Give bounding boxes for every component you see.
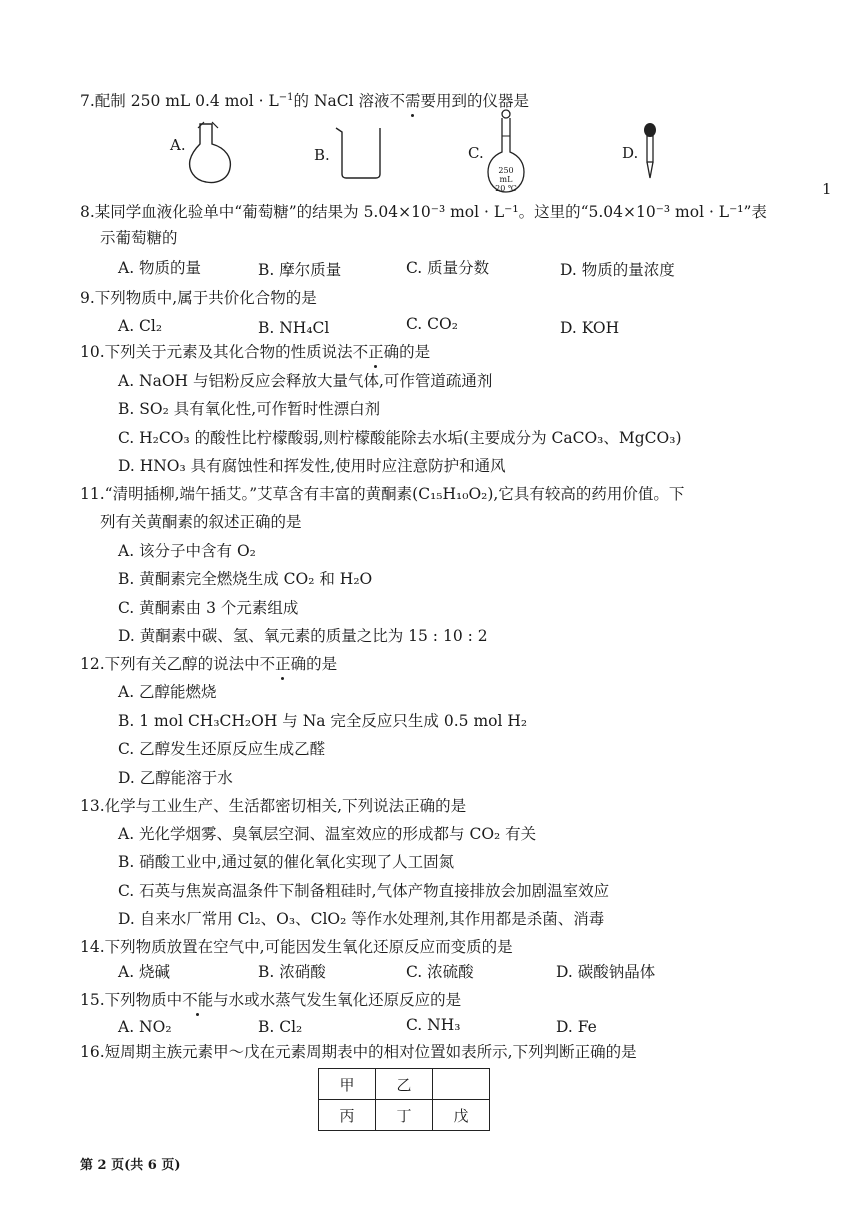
periodic-position-table <box>318 1068 490 1131</box>
table-cell: 丁 <box>376 1100 433 1131</box>
q13-option-a: A. 光化学烟雾、臭氧层空洞、温室效应的形成都与 CO₂ 有关 <box>118 825 537 843</box>
q7-option-c-label: C. <box>468 144 484 162</box>
flask-temperature: 20 ℃ <box>495 184 517 193</box>
q12-option-d: D. 乙醇能溶于水 <box>118 769 233 787</box>
table-cell: 甲 <box>319 1069 376 1100</box>
q13-option-c: C. 石英与焦炭高温条件下制备粗硅时,气体产物直接排放会加剧温室效应 <box>118 882 610 900</box>
q15-option-a: A. NO₂ <box>118 1018 172 1036</box>
q9-option-b: B. NH₄Cl <box>258 319 330 337</box>
q13-option-d: D. 自来水厂常用 Cl₂、O₃、ClO₂ 等作水处理剂,其作用都是杀菌、消毒 <box>118 910 605 928</box>
q12-option-b: B. 1 mol CH₃CH₂OH 与 Na 完全反应只生成 0.5 mol H₂ <box>118 712 528 730</box>
q10-stem <box>80 342 430 362</box>
q8-option-b: B. 摩尔质量 <box>258 261 342 279</box>
q13-option-b: B. 硝酸工业中,通过氨的催化氧化实现了人工固氮 <box>118 853 455 871</box>
q9-option-c: C. CO₂ <box>406 315 458 333</box>
q14-option-a: A. 烧碱 <box>118 963 171 981</box>
table-cell: 丙 <box>319 1100 376 1131</box>
q15-stem-part: 与水或水蒸气发生氧化还原反应的是 <box>213 991 462 1009</box>
q10-option-b: B. SO₂ 具有氧化性,可作暂时性漂白剂 <box>118 400 381 418</box>
q7-option-b-label: B. <box>314 146 330 164</box>
q7-option-a-label: A. <box>170 136 186 154</box>
q10-stem-part: 的是 <box>399 343 431 361</box>
q9-option-d: D. KOH <box>560 319 620 337</box>
q12-stem-part: 12.下列有关乙醇的说法中 <box>80 655 260 673</box>
q7-stem-emphasis: 不需要 <box>389 92 437 110</box>
q8-option-a: A. 物质的量 <box>118 259 202 277</box>
q14-stem: 14.下列物质放置在空气中,可能因发生氧化还原反应而变质的是 <box>80 938 513 956</box>
q11-option-d: D. 黄酮素中碳、氢、氧元素的质量之比为 15 : 10 : 2 <box>118 627 488 645</box>
dropper-icon <box>640 122 660 182</box>
q12-stem-emphasis: 不正确 <box>259 655 307 673</box>
q15-option-c: C. NH₃ <box>406 1016 461 1034</box>
flask-volume: 250 mL <box>498 166 514 184</box>
margin-number: 1 <box>822 180 832 198</box>
q14-option-c: C. 浓硫酸 <box>406 963 474 981</box>
q10-option-a: A. NaOH 与铝粉反应会释放大量气体,可作管道疏通剂 <box>118 372 493 390</box>
q8-stem-line1: 8.某同学血液化验单中“葡萄糖”的结果为 5.04×10⁻³ mol · L⁻¹。这里的“5.04×10⁻³ mol · L⁻¹”表 <box>80 203 767 221</box>
q15-stem-emphasis: 不能 <box>182 991 214 1009</box>
q9-stem: 9.下列物质中,属于共价化合物的是 <box>80 289 317 307</box>
table-row <box>319 1100 490 1131</box>
q15-stem-part: 15.下列物质中 <box>80 991 183 1009</box>
page-footer: 第 2 页(共 6 页) <box>80 1158 181 1173</box>
q11-option-a: A. 该分子中含有 O₂ <box>118 542 256 560</box>
q10-stem-emphasis: 不正确 <box>352 343 400 361</box>
q10-stem-part: 10.下列关于元素及其化合物的性质说法 <box>80 343 353 361</box>
q7-option-d-label: D. <box>622 144 639 162</box>
flask-capacity-label <box>491 166 521 193</box>
q7-stem-part: 用到的仪器是 <box>436 92 530 110</box>
q14-option-b: B. 浓硝酸 <box>258 963 326 981</box>
q9-option-a: A. Cl₂ <box>118 317 163 335</box>
q11-option-c: C. 黄酮素由 3 个元素组成 <box>118 599 299 617</box>
q7-stem-part: 7.配制 250 mL 0.4 mol · L <box>80 92 279 110</box>
q12-option-a: A. 乙醇能燃烧 <box>118 683 217 701</box>
q13-stem: 13.化学与工业生产、生活都密切相关,下列说法正确的是 <box>80 797 467 815</box>
q8-option-c: C. 质量分数 <box>406 259 490 277</box>
q16-stem: 16.短周期主族元素甲～戊在元素周期表中的相对位置如表所示,下列判断正确的是 <box>80 1043 637 1061</box>
q8-option-d: D. 物质的量浓度 <box>560 261 675 279</box>
q11-stem-line2: 列有关黄酮素的叙述正确的是 <box>100 513 302 531</box>
q7-stem-sup: −1 <box>278 92 294 103</box>
q10-option-c: C. H₂CO₃ 的酸性比柠檬酸弱,则柠檬酸能除去水垢(主要成分为 CaCO₃、MgCO₃) <box>118 429 682 447</box>
q11-option-b: B. 黄酮素完全燃烧生成 CO₂ 和 H₂O <box>118 570 373 588</box>
q7-stem <box>80 88 529 111</box>
table-cell <box>433 1069 490 1100</box>
q12-stem-part: 的是 <box>306 655 338 673</box>
table-row <box>319 1069 490 1100</box>
table-cell: 乙 <box>376 1069 433 1100</box>
q8-stem-line2: 示葡萄糖的 <box>100 229 178 247</box>
q15-stem <box>80 990 461 1010</box>
q15-option-d: D. Fe <box>556 1018 597 1036</box>
q15-option-b: B. Cl₂ <box>258 1018 303 1036</box>
q12-stem <box>80 654 337 674</box>
q11-stem-line1: 11.“清明插柳,端午插艾。”艾草含有丰富的黄酮素(C₁₅H₁₀O₂),它具有较高的药用价值。下 <box>80 485 685 503</box>
round-bottom-flask-icon <box>186 120 236 186</box>
q7-stem-part: 的 NaCl 溶液 <box>293 92 390 110</box>
table-cell: 戊 <box>433 1100 490 1131</box>
q12-option-c: C. 乙醇发生还原反应生成乙醛 <box>118 740 326 758</box>
beaker-icon <box>334 124 386 180</box>
q10-option-d: D. HNO₃ 具有腐蚀性和挥发性,使用时应注意防护和通风 <box>118 457 506 475</box>
q14-option-d: D. 碳酸钠晶体 <box>556 963 656 981</box>
